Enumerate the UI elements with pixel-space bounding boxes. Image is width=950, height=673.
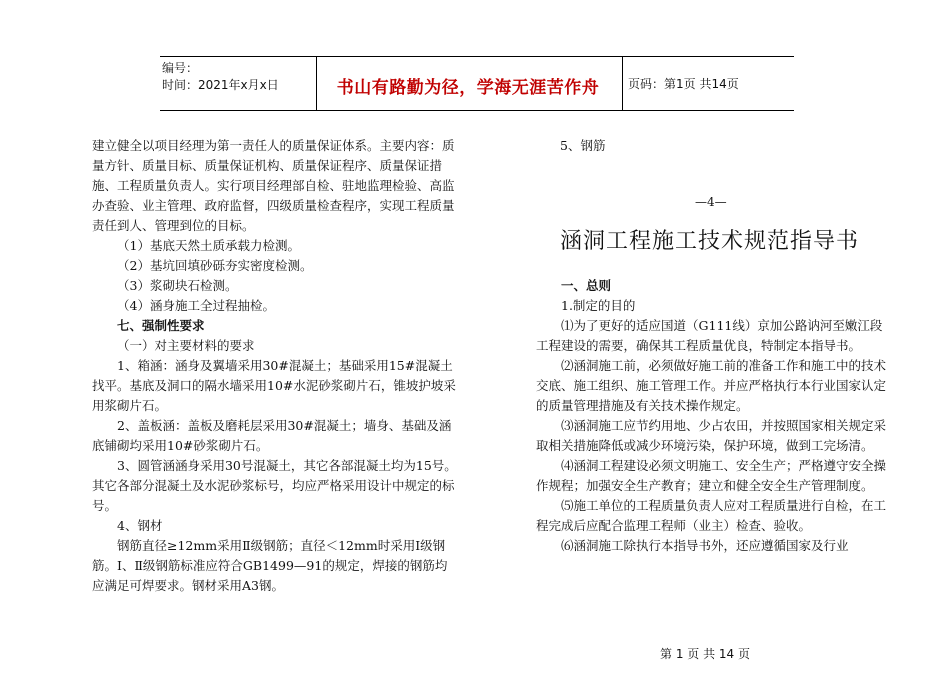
header-meta [162,57,312,93]
left-column [92,136,458,596]
doc-title: 涵洞工程施工技术规范指导书 [560,229,860,254]
paragraph: （3）浆砌块石检测。 [117,278,238,293]
paragraph: ⑶涵洞施工应节约用地、少占农田，并按照国家相关规定采取相关措施降低或减少环境污染，保护环境，做到工完场清。 [536,418,887,453]
paragraph: 1、箱涵：涵身及翼墙采用30#混凝土；基础采用15#混凝土找平。基底及洞口的隔水墙采用10#水泥砂浆砌片石，锥坡护坡采用浆砌片石。 [92,358,456,413]
section-heading: 一、总则 [561,278,612,293]
time-label: 时间：2021年x月x日 [162,78,279,92]
number-label: 编号： [162,61,199,75]
paragraph: 4、钢材 [117,518,163,533]
paragraph: ⑵涵洞施工前，必须做好施工前的准备工作和施工中的技术交底、施工组织、施工管理工作。并应严格执行本行业国家认定的质量管理措施及有关技术操作规定。 [536,358,887,413]
paragraph: ⑴为了更好的适应国道（G111线）京加公路讷河至嫩江段工程建设的需要，确保其工程质量优良，特制定本指导书。 [536,318,883,353]
paragraph: （1）基底天然土质承载力检测。 [117,238,300,253]
paragraph: 钢筋直径≥12mm采用Ⅱ级钢筋；直径＜12mm时采用Ⅰ级钢筋。Ⅰ、Ⅱ级钢筋标准应符合GB1499—91的规定，焊接的钢筋均应满足可焊要求。钢材采用A3钢。 [92,538,448,593]
subsection-heading: 1.制定的目的 [561,298,636,313]
header-divider [316,57,317,110]
right-top-item: 5、钢筋 [560,138,606,153]
header-divider [622,57,623,110]
paragraph: 建立健全以项目经理为第一责任人的质量保证体系。主要内容：质量方针、质量目标、质量保证机构、质量保证程序、质量保证措施、工程质量负责人。实行项目经理部自检、驻地监理检验、高监办查验、业主管理、政府监督，四级质量检查程序，实现工程质量责任到人、管理到位的目标。 [92,138,455,233]
header-motto: 书山有路勤为径，学海无涯苦作舟 [336,78,600,98]
paragraph: ⑸施工单位的工程质量负责人应对工程质量进行自检，在工程完成后应配合监理工程师（业主）检查、验收。 [536,498,887,533]
section-heading: 七、强制性要求 [117,318,205,333]
paragraph: ⑹涵洞施工除执行本指导书外，还应遵循国家及行业 [561,538,849,553]
paragraph: 2、盖板涵：盖板及磨耗层采用30#混凝土；墙身、基础及涵底铺砌均采用10#砂浆砌片石。 [92,418,452,453]
paragraph: （2）基坑回填砂砾夯实密度检测。 [117,258,313,273]
page-header [160,56,794,111]
header-page-info: 页码：第1页 共14页 [628,77,739,91]
paragraph: （4）涵身施工全过程抽检。 [117,298,275,313]
page-separator: —4— [695,195,727,209]
page-footer: 第 1 页 共 14 页 [660,647,750,661]
right-column [536,276,888,556]
paragraph: ⑷涵洞工程建设必须文明施工、安全生产；严格遵守安全操作规程；加强安全生产教育；建立和健全安全生产管理制度。 [536,458,887,493]
subsection-heading: （一）对主要材料的要求 [117,338,255,353]
paragraph: 3、圆管涵涵身采用30号混凝土，其它各部混凝土均为15号。其它各部分混凝土及水泥砂浆标号，均应严格采用设计中规定的标号。 [92,458,457,513]
